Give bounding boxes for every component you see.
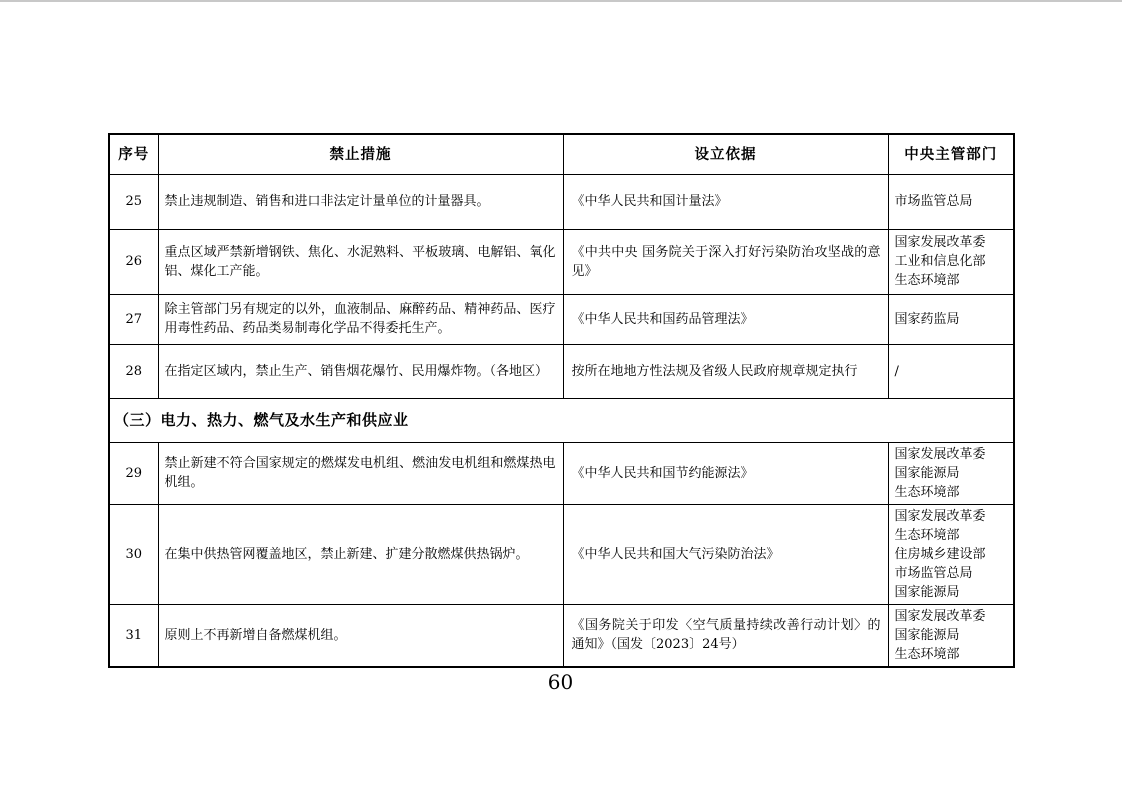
department-line: 国家发展改革委 bbox=[894, 608, 986, 624]
row-basis: 《中华人民共和国计量法》 bbox=[563, 174, 888, 229]
row-index: 27 bbox=[109, 294, 158, 344]
department-line: 住房城乡建设部 bbox=[894, 546, 986, 562]
row-departments bbox=[888, 504, 1014, 604]
row-basis: 《中华人民共和国大气污染防治法》 bbox=[563, 504, 888, 604]
department-line: 生态环境部 bbox=[894, 484, 960, 500]
department-line: 国家能源局 bbox=[894, 627, 960, 643]
column-header-basis: 设立依据 bbox=[563, 134, 888, 174]
department-line: 国家发展改革委 bbox=[894, 508, 986, 524]
department-line: 生态环境部 bbox=[894, 527, 960, 543]
row-index: 28 bbox=[109, 344, 158, 398]
table-row bbox=[109, 294, 1014, 344]
row-departments bbox=[888, 442, 1014, 504]
section-header: （三）电力、热力、燃气及水生产和供应业 bbox=[109, 398, 1014, 442]
row-index: 25 bbox=[109, 174, 158, 229]
row-measure: 在集中供热管网覆盖地区，禁止新建、扩建分散燃煤供热锅炉。 bbox=[158, 504, 563, 604]
table-row bbox=[109, 229, 1014, 294]
row-basis: 《国务院关于印发〈空气质量持续改善行动计划〉的通知》（国发〔2023〕24号） bbox=[563, 604, 888, 667]
table-row bbox=[109, 344, 1014, 398]
row-basis: 按所在地地方性法规及省级人民政府规章规定执行 bbox=[563, 344, 888, 398]
department-line: 国家药监局 bbox=[894, 311, 960, 327]
row-measure: 在指定区域内，禁止生产、销售烟花爆竹、民用爆炸物。（各地区） bbox=[158, 344, 563, 398]
row-measure: 原则上不再新增自备燃煤机组。 bbox=[158, 604, 563, 667]
row-departments bbox=[888, 294, 1014, 344]
row-measure: 禁止违规制造、销售和进口非法定计量单位的计量器具。 bbox=[158, 174, 563, 229]
row-index: 26 bbox=[109, 229, 158, 294]
table-row bbox=[109, 442, 1014, 504]
row-departments bbox=[888, 174, 1014, 229]
table-header-row bbox=[109, 134, 1014, 174]
department-line: 国家发展改革委 bbox=[894, 235, 986, 250]
column-header-measure: 禁止措施 bbox=[158, 134, 563, 174]
department-line: 工业和信息化部 bbox=[894, 254, 986, 269]
page-number: 60 bbox=[547, 670, 574, 694]
row-index: 31 bbox=[109, 604, 158, 667]
row-departments bbox=[888, 229, 1014, 294]
department-line: 国家发展改革委 bbox=[894, 446, 986, 462]
row-measure: 除主管部门另有规定的以外，血液制品、麻醉药品、精神药品、医疗用毒性药品、药品类易制毒化学品不得委托生产。 bbox=[158, 294, 563, 344]
table-row bbox=[109, 504, 1014, 604]
department-line: 市场监管总局 bbox=[894, 565, 973, 581]
department-line: 生态环境部 bbox=[894, 273, 960, 288]
row-measure: 重点区域严禁新增钢铁、焦化、水泥熟料、平板玻璃、电解铝、氧化铝、煤化工产能。 bbox=[158, 229, 563, 294]
table-row bbox=[109, 604, 1014, 667]
department-line: 国家能源局 bbox=[894, 584, 960, 600]
row-index: 29 bbox=[109, 442, 158, 504]
column-header-index: 序号 bbox=[109, 134, 158, 174]
row-measure: 禁止新建不符合国家规定的燃煤发电机组、燃油发电机组和燃煤热电机组。 bbox=[158, 442, 563, 504]
department-line: / bbox=[894, 363, 899, 379]
window-top-border bbox=[0, 0, 1122, 2]
row-basis: 《中华人民共和国节约能源法》 bbox=[563, 442, 888, 504]
column-header-department: 中央主管部门 bbox=[888, 134, 1014, 174]
table-container bbox=[108, 133, 1015, 668]
prohibition-measures-table bbox=[108, 133, 1015, 668]
row-departments bbox=[888, 604, 1014, 667]
row-basis: 《中共中央 国务院关于深入打好污染防治攻坚战的意见》 bbox=[563, 229, 888, 294]
table-row bbox=[109, 174, 1014, 229]
section-header-row bbox=[109, 398, 1014, 442]
department-line: 生态环境部 bbox=[894, 646, 960, 662]
department-line: 国家能源局 bbox=[894, 465, 960, 481]
row-departments bbox=[888, 344, 1014, 398]
department-line: 市场监管总局 bbox=[894, 194, 973, 209]
row-index: 30 bbox=[109, 504, 158, 604]
row-basis: 《中华人民共和国药品管理法》 bbox=[563, 294, 888, 344]
